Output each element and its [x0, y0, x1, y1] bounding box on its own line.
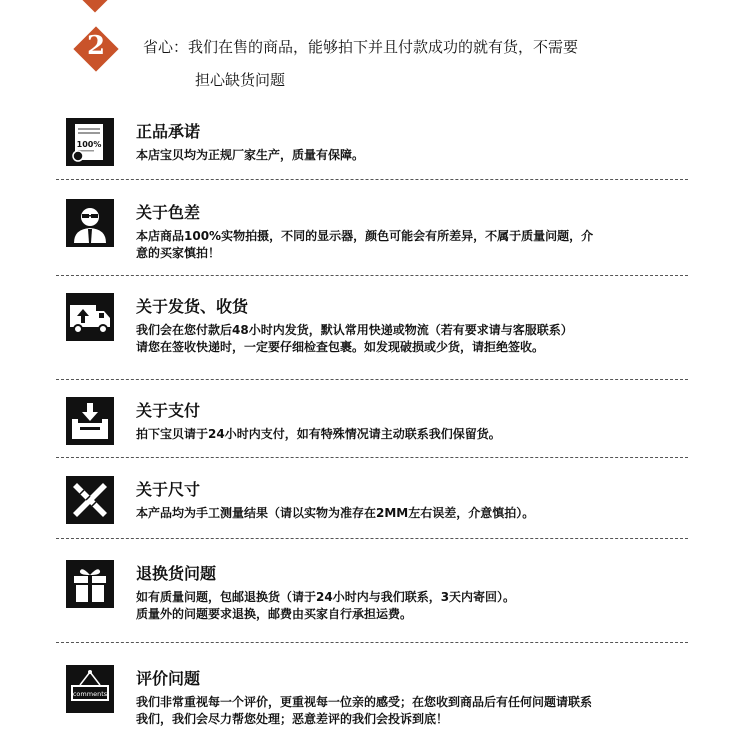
intro-text-line-2: 担心缺货问题 — [195, 71, 286, 89]
section-description — [136, 694, 688, 728]
measure-cross-icon — [66, 476, 114, 524]
section-description — [136, 589, 688, 623]
description-line: 本店商品100%实物拍摄，不同的显示器，颜色可能会有所差异，不属于质量问题，介 — [136, 229, 594, 243]
separator — [56, 642, 688, 643]
description-line: 我们非常重视每一个评价，更重视每一位亲的感受；在您收到商品后有任何问题请联系 — [136, 695, 593, 709]
description-line: 质量外的问题要求退换，邮费由买家自行承担运费。 — [136, 607, 413, 621]
separator — [56, 538, 688, 539]
section-title: 关于色差 — [136, 203, 201, 222]
section-description — [136, 228, 688, 262]
payment-tray-icon — [66, 397, 114, 445]
section-description — [136, 426, 688, 443]
description-line: 请您在签收快递时，一定要仔细检查包裹。如发现破损或少货，请拒绝签收。 — [136, 340, 545, 354]
section-title: 关于发货、收货 — [136, 297, 249, 316]
section-description — [136, 147, 688, 164]
person-icon — [66, 199, 114, 247]
section-title: 退换货问题 — [136, 564, 217, 583]
description-line: 我们会在您付款后48小时内发货，默认常用快递或物流（若有要求请与客服联系） — [136, 323, 573, 337]
top-decoration-diamond — [79, 0, 110, 13]
section-title: 关于支付 — [136, 401, 201, 420]
description-line: 拍下宝贝请于24小时内支付，如有特殊情况请主动联系我们保留货。 — [136, 427, 501, 441]
certificate-icon — [66, 118, 114, 166]
description-line: 我们，我们会尽力帮您处理；恶意差评的我们会投诉到底！ — [136, 712, 449, 726]
step-number: 2 — [86, 31, 106, 61]
section-title: 评价问题 — [136, 669, 201, 688]
certificate-icon-label: 100% — [76, 140, 102, 149]
intro-text-line-1: 省心：我们在售的商品，能够拍下并且付款成功的就有货，不需要 — [143, 38, 579, 56]
section-title: 关于尺寸 — [136, 480, 201, 499]
description-line: 意的买家慎拍！ — [136, 246, 221, 260]
comments-sign-label: comments — [72, 690, 108, 698]
section-description — [136, 505, 688, 522]
section-description — [136, 322, 688, 356]
step-badge — [74, 27, 118, 71]
description-line: 本产品均为手工测量结果（请以实物为准存在2MM左右误差，介意慎拍）。 — [136, 506, 535, 520]
description-line: 本店宝贝均为正规厂家生产，质量有保障。 — [136, 148, 365, 162]
separator — [56, 457, 688, 458]
section-title: 正品承诺 — [136, 122, 201, 141]
gift-box-icon — [66, 560, 114, 608]
description-line: 如有质量问题，包邮退换货（请于24小时内与我们联系，3天内寄回）。 — [136, 590, 516, 604]
comments-sign-icon — [66, 665, 114, 713]
truck-icon — [66, 293, 114, 341]
separator — [56, 179, 688, 180]
separator — [56, 275, 688, 276]
separator — [56, 379, 688, 380]
